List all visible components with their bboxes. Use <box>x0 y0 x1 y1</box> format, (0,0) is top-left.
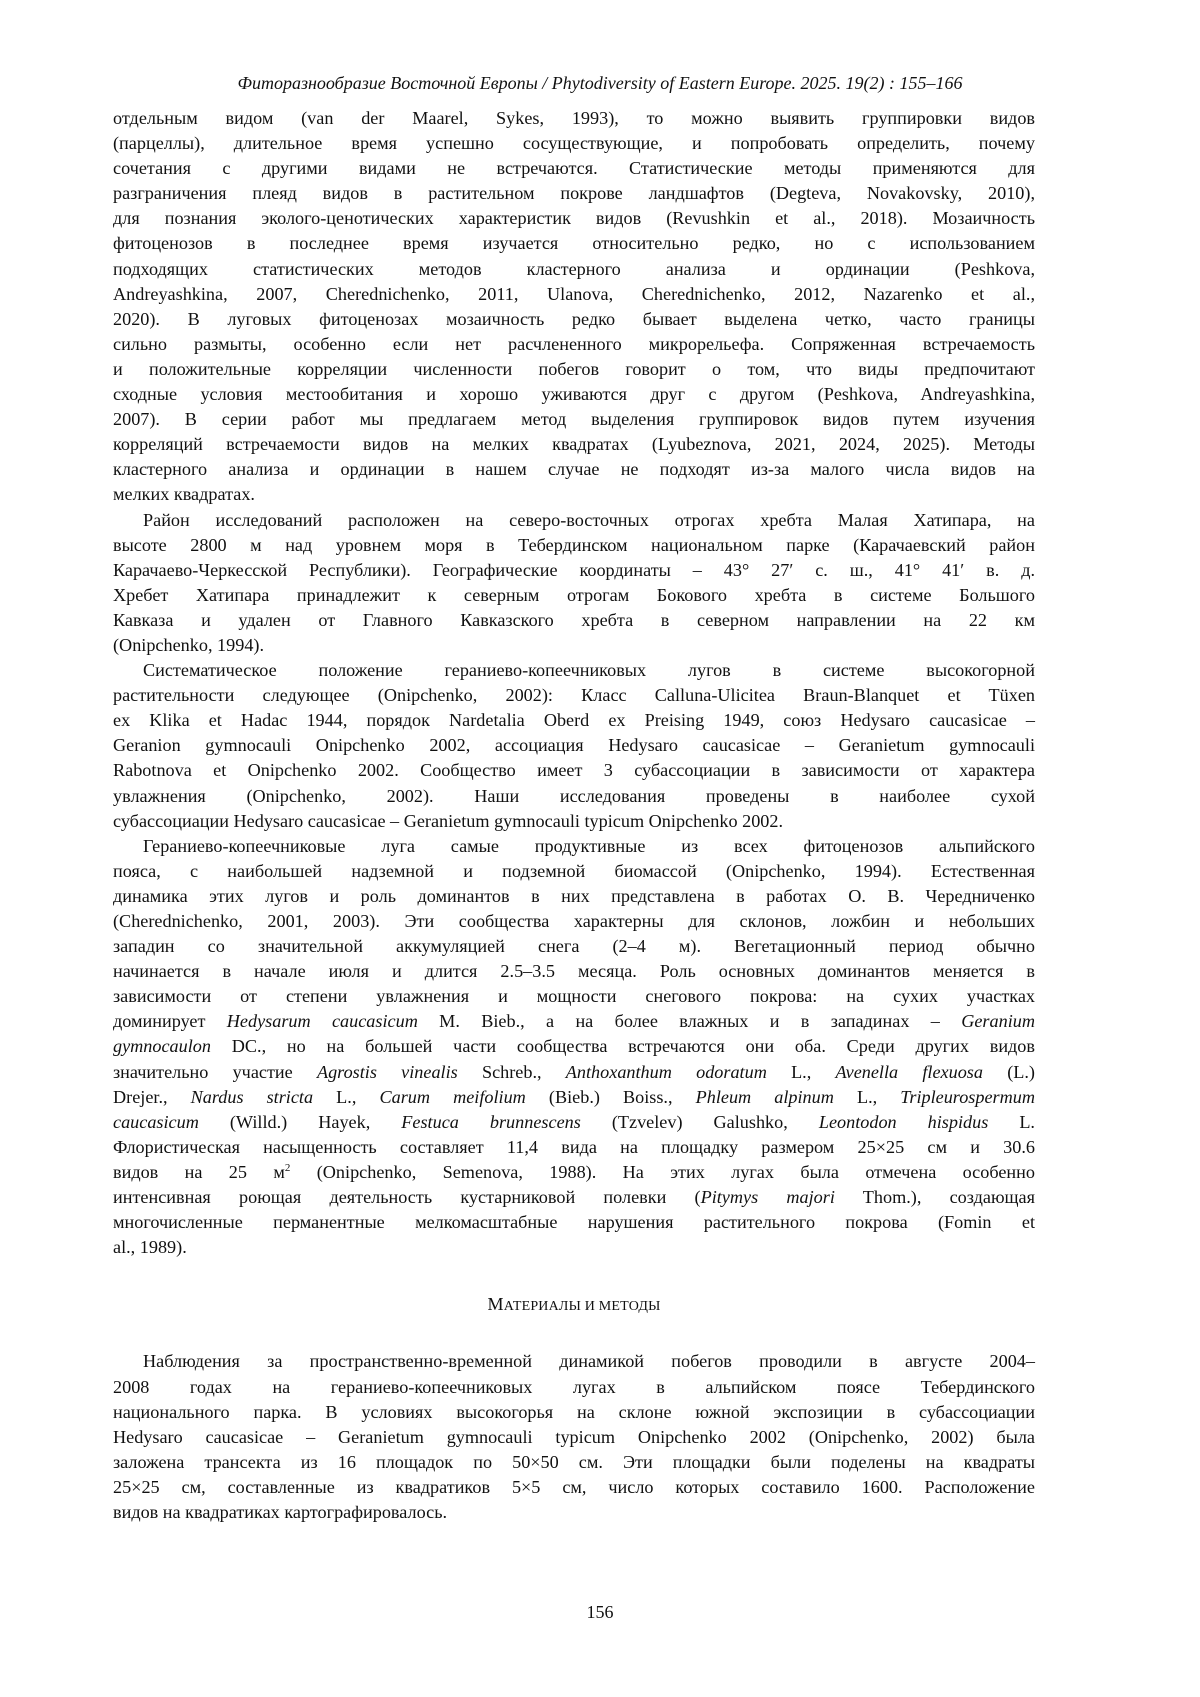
text-line: видов на квадратиках картографировалось. <box>113 1500 1035 1525</box>
text-line <box>113 1009 1035 1034</box>
page-number: 156 <box>0 1602 1200 1623</box>
text-line: Andreyashkina, 2007, Cherednichenko, 2011, Ulanova, Cherednichenko, 2012, Nazarenko et al., <box>113 282 1035 307</box>
text-span: M. Bieb., а на более влажных и в западинах – <box>418 1011 961 1031</box>
text-span: L., <box>767 1062 836 1082</box>
species-name: Carum meifolium <box>379 1087 525 1107</box>
text-line: начинается в начале июля и длится 2.5–3.5 месяца. Роль основных доминантов меняется в <box>113 959 1035 984</box>
text-line: зависимости от степени увлажнения и мощности снегового покрова: на сухих участках <box>113 984 1035 1009</box>
text-line: (Onipchenko, 1994). <box>113 633 1035 658</box>
text-line <box>113 1160 1035 1185</box>
text-line: 2008 годах на гераниево-копеечниковых лугах в альпийском поясе Тебердинского <box>113 1375 1035 1400</box>
text-line: многочисленные перманентные мелкомасштабные нарушения растительного покрова (Fomin et <box>113 1210 1035 1235</box>
superscript: 2 <box>285 1162 291 1174</box>
text-span: L., <box>834 1087 900 1107</box>
text-span: значительно участие <box>113 1062 317 1082</box>
text-line: Наблюдения за пространственно-временной динамикой побегов проводили в августе 2004– <box>113 1349 1035 1374</box>
text-line: сочетания с другими видами не встречаются. Статистические методы применяются для <box>113 156 1035 181</box>
text-line <box>113 1185 1035 1210</box>
text-line: Hedysaro caucasicae – Geranietum gymnocauli typicum Onipchenko 2002 (Onipchenko, 2002) была <box>113 1425 1035 1450</box>
species-name: Tripleurospermum <box>900 1087 1035 1107</box>
text-line: пояса, с наибольшей надземной и подземной биомассой (Onipchenko, 1994). Естественная <box>113 859 1035 884</box>
text-line: национального парка. В условиях высокогорья на склоне южной экспозиции в субассоциации <box>113 1400 1035 1425</box>
text-line: высоте 2800 м над уровнем моря в Тебердинском национальном парке (Карачаевский район <box>113 533 1035 558</box>
text-line: Geranion gymnocauli Onipchenko 2002, ассоциация Hedysaro caucasicae – Geranietum gymnocauli <box>113 733 1035 758</box>
text-line: 2007). В серии работ мы предлагаем метод выделения группировок видов путем изучения <box>113 407 1035 432</box>
text-line: сильно размыты, особенно если нет расчлененного микрорельефа. Сопряженная встречаемость <box>113 332 1035 357</box>
text-line: Флористическая насыщенность составляет 11,4 вида на площадку размером 25×25 см и 30.6 <box>113 1135 1035 1160</box>
text-line: 25×25 см, составленные из квадратиков 5×5 см, число которых составило 1600. Расположение <box>113 1475 1035 1500</box>
heading-initial: М <box>488 1294 504 1314</box>
text-span: L., <box>313 1087 379 1107</box>
species-name: Festuca brunnescens <box>401 1112 581 1132</box>
species-name: Pitymys majori <box>701 1187 835 1207</box>
text-line: (парцеллы), длительное время успешно сосуществующие, и попробовать определить, почему <box>113 131 1035 156</box>
text-span: Thom.), создающая <box>835 1187 1035 1207</box>
paragraph-2 <box>113 508 1035 659</box>
text-line: субассоциации Hedysaro caucasicae – Geranietum gymnocauli typicum Onipchenko 2002. <box>113 809 1035 834</box>
paragraph-5 <box>113 1349 1035 1525</box>
text-line: (Cherednichenko, 2001, 2003). Эти сообщества характерны для склонов, ложбин и небольших <box>113 909 1035 934</box>
section-heading <box>113 1292 1035 1319</box>
heading-smallcaps: АТЕРИАЛЫ И МЕТОДЫ <box>504 1299 661 1314</box>
species-name: Anthoxanthum odoratum <box>566 1062 767 1082</box>
text-line: Rabotnova et Onipchenko 2002. Сообщество имеет 3 субассоциации в зависимости от характера <box>113 758 1035 783</box>
species-name: caucasicum <box>113 1112 199 1132</box>
species-name: Nardus stricta <box>191 1087 313 1107</box>
text-line: подходящих статистических методов кластерного анализа и ординации (Peshkova, <box>113 257 1035 282</box>
text-span: (Willd.) Hayek, <box>199 1112 401 1132</box>
text-span: (Bieb.) Boiss., <box>526 1087 696 1107</box>
text-line: al., 1989). <box>113 1235 1035 1260</box>
text-line: Район исследований расположен на северо-восточных отрогах хребта Малая Хатипара, на <box>113 508 1035 533</box>
text-span: интенсивная роющая деятельность кустарниковой полевки ( <box>113 1187 701 1207</box>
text-span: видов на 25 м <box>113 1162 285 1182</box>
paragraph-4 <box>113 834 1035 1261</box>
text-line: 2020). В луговых фитоценозах мозаичность редко бывает выделена четко, часто границы <box>113 307 1035 332</box>
text-line: Карачаево-Черкесской Республики). Географические координаты – 43° 27′ с. ш., 41° 41′ в. д. <box>113 558 1035 583</box>
species-name: Avenella flexuosa <box>836 1062 983 1082</box>
text-line: Гераниево-копеечниковые луга самые продуктивные из всех фитоценозов альпийского <box>113 834 1035 859</box>
text-span: Schreb., <box>458 1062 566 1082</box>
text-line: ex Klika et Hadac 1944, порядок Nardetalia Oberd ex Preising 1949, союз Hedysaro caucasicae – <box>113 708 1035 733</box>
text-line: и положительные корреляции численности побегов говорит о том, что виды предпочитают <box>113 357 1035 382</box>
running-header: Фиторазнообразие Восточной Европы / Phytodiversity of Eastern Europe. 2025. 19(2) : 155–166 <box>0 72 1200 94</box>
text-line: растительности следующее (Onipchenko, 2002): Класс Calluna-Ulicitea Braun-Blanquet et Tüxen <box>113 683 1035 708</box>
text-line: для познания эколого-ценотических характеристик видов (Revushkin et al., 2018). Мозаичность <box>113 206 1035 231</box>
text-line: разграничения плеяд видов в растительном покрове ландшафтов (Degteva, Novakovsky, 2010), <box>113 181 1035 206</box>
paragraph-3 <box>113 658 1035 834</box>
text-span: (Onipchenko, Semenova, 1988). На этих лугах была отмечена особенно <box>290 1162 1035 1182</box>
text-line: западин со значительной аккумуляцией снега (2–4 м). Вегетационный период обычно <box>113 934 1035 959</box>
text-span: Drejer., <box>113 1087 191 1107</box>
species-name: Hedysarum caucasicum <box>227 1011 418 1031</box>
text-line: заложена трансекта из 16 площадок по 50×50 см. Эти площадки были поделены на квадраты <box>113 1450 1035 1475</box>
text-line <box>113 1060 1035 1085</box>
species-name: Geranium <box>961 1011 1035 1031</box>
text-line: фитоценозов в последнее время изучается относительно редко, но с использованием <box>113 231 1035 256</box>
text-line: Хребет Хатипара принадлежит к северным отрогам Бокового хребта в системе Большого <box>113 583 1035 608</box>
species-name: Phleum alpinum <box>696 1087 834 1107</box>
text-line: динамика этих лугов и роль доминантов в них представлена в работах О. В. Чередниченко <box>113 884 1035 909</box>
text-line: отдельным видом (van der Maarel, Sykes, 1993), то можно выявить группировки видов <box>113 106 1035 131</box>
paragraph-1 <box>113 106 1035 508</box>
text-span: доминирует <box>113 1011 227 1031</box>
text-span: (L.) <box>983 1062 1035 1082</box>
main-text <box>113 106 1035 1525</box>
text-span: (Tzvelev) Galushko, <box>581 1112 819 1132</box>
species-name: Agrostis vinealis <box>317 1062 458 1082</box>
text-line <box>113 1085 1035 1110</box>
text-line <box>113 1034 1035 1059</box>
text-line: корреляций встречаемости видов на мелких квадратах (Lyubeznova, 2021, 2024, 2025). Методы <box>113 432 1035 457</box>
text-line: увлажнения (Onipchenko, 2002). Наши исследования проведены в наиболее сухой <box>113 784 1035 809</box>
text-line: кластерного анализа и ординации в нашем случае не подходят из-за малого числа видов на <box>113 457 1035 482</box>
text-line: Кавказа и удален от Главного Кавказского хребта в северном направлении на 22 км <box>113 608 1035 633</box>
text-span: DC., но на большей части сообщества встречаются они оба. Среди других видов <box>211 1036 1035 1056</box>
text-line <box>113 1110 1035 1135</box>
text-line: Систематическое положение гераниево-копеечниковых лугов в системе высокогорной <box>113 658 1035 683</box>
species-name: Leontodon hispidus <box>819 1112 988 1132</box>
text-line: сходные условия местообитания и хорошо уживаются друг с другом (Peshkova, Andreyashkina, <box>113 382 1035 407</box>
species-name: gymnocaulon <box>113 1036 211 1056</box>
text-line: мелких квадратах. <box>113 482 1035 507</box>
paper-page <box>0 0 1200 1697</box>
text-span: L. <box>988 1112 1035 1132</box>
